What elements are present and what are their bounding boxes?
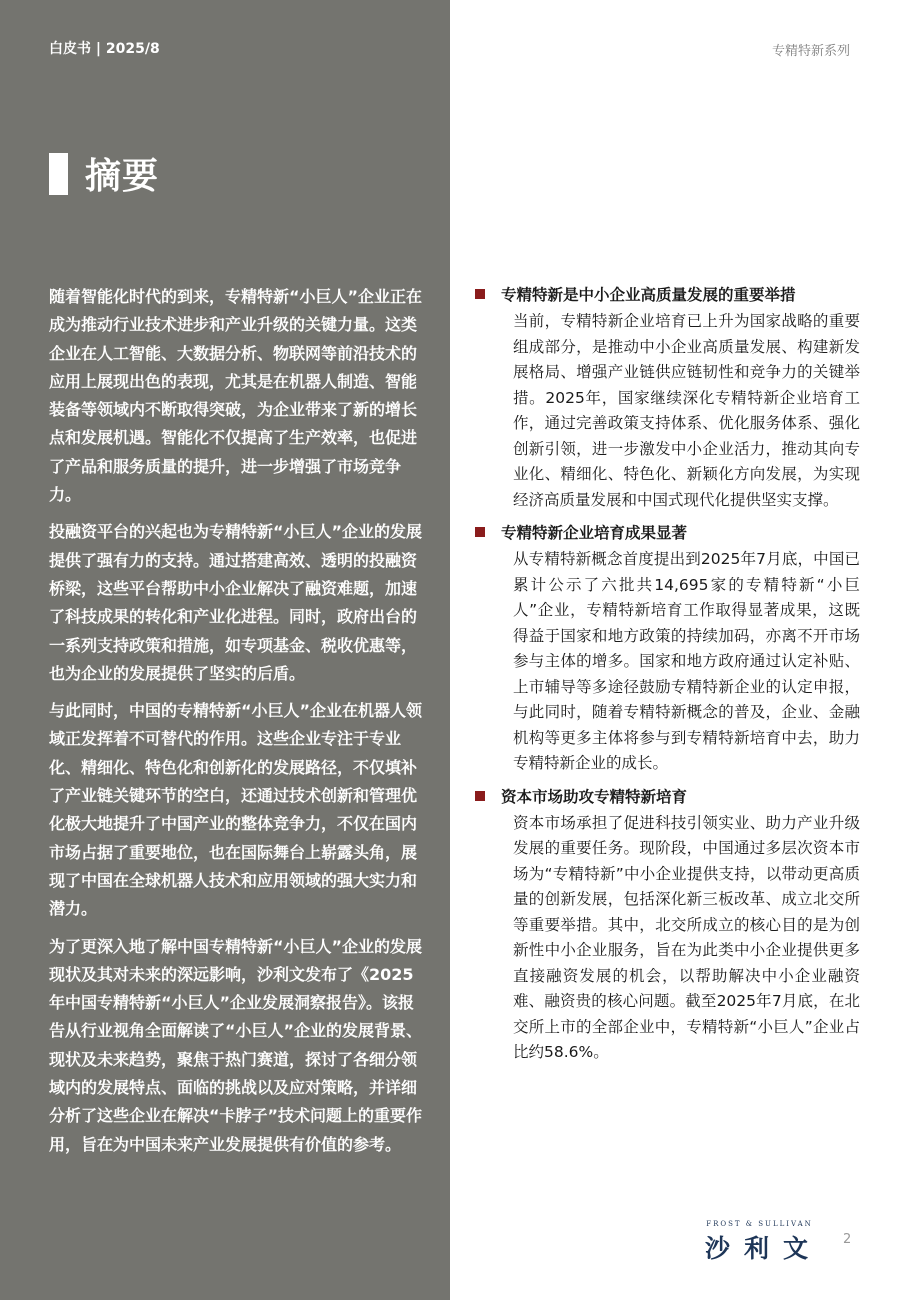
section-heading: 专精特新是中小企业高质量发展的重要举措 <box>501 286 796 304</box>
doc-label: 白皮书 | 2025/8 <box>49 41 160 57</box>
logo-chinese: 沙利文 <box>705 1234 823 1263</box>
logo-english: FROST & SULLIVAN <box>706 1220 813 1228</box>
title-bar-marker <box>49 153 68 195</box>
key-point-section <box>475 783 860 1066</box>
key-point-section <box>475 281 860 513</box>
square-bullet-icon <box>475 527 485 537</box>
section-body: 资本市场承担了促进科技引领实业、助力产业升级发展的重要任务。现阶段，中国通过多层次资本市场为“专精特新”中小企业提供支持，以带动更高质量的创新发展，包括深化新三板改革、成立北交所等重要举措。其中，北交所成立的核心目的是为创新性中小企业服务，旨在为此类中小企业提供更多直接融资发展的机会，以帮助解决中小企业融资难、融资贵的核心问题。截至2025年7月底，在北交所上市的全部企业中，专精特新“小巨人”企业占比约58.6%。 <box>513 813 860 1061</box>
summary-paragraph: 投融资平台的兴起也为专精特新“小巨人”企业的发展提供了强有力的支持。通过搭建高效、透明的投融资桥梁，这些平台帮助中小企业解决了融资难题，加速了科技成果的转化和产业化进程。同时，政府出台的一系列支持政策和措施，如专项基金、税收优惠等，也为企业的发展提供了坚实的后盾。 <box>49 522 423 683</box>
page-number: 2 <box>843 1232 852 1247</box>
page-title: 摘要 <box>85 156 160 197</box>
section-body: 从专精特新概念首度提出到2025年7月底，中国已累计公示了六批共14,695家的专精特新“小巨人”企业，专精特新培育工作取得显著成果，这既得益于国家和地方政策的持续加码，亦离不开市场参与主体的增多。国家和地方政府通过认定补贴、上市辅导等多途径鼓励专精特新企业的认定申报，与此同时，随着专精特新概念的普及，企业、金融机构等更多主体将参与到专精特新培育中去，助力专精特新企业的成长。 <box>513 550 860 772</box>
square-bullet-icon <box>475 791 485 801</box>
square-bullet-icon <box>475 289 485 299</box>
section-heading: 专精特新企业培育成果显著 <box>501 524 688 542</box>
frost-sullivan-logo <box>697 1220 822 1265</box>
summary-paragraph: 为了更深入地了解中国专精特新“小巨人”企业的发展现状及其对未来的深远影响，沙利文发布了《2025年中国专精特新“小巨人”企业发展洞察报告》。该报告从行业视角全面解读了“小巨人”企业的发展背景、现状及未来趋势，聚焦于热门赛道，探讨了各细分领域内的发展特点、面临的挑战以及应对策略，并详细分析了这些企业在解决“卡脖子”技术问题上的重要作用，旨在为中国未来产业发展提供有价值的参考。 <box>49 936 423 1154</box>
summary-paragraph: 与此同时，中国的专精特新“小巨人”企业在机器人领域正发挥着不可替代的作用。这些企业专注于专业化、精细化、特色化和创新化的发展路径，不仅填补了产业链关键环节的空白，还通过技术创新和管理优化极大地提升了中国产业的整体竞争力，不仅在国内市场占据了重要地位，也在国际舞台上崭露头角，展现了中国在全球机器人技术和应用领域的强大实力和潜力。 <box>49 701 423 919</box>
summary-body <box>49 283 427 1168</box>
section-body: 当前，专精特新企业培育已上升为国家战略的重要组成部分，是推动中小企业高质量发展、构建新发展格局、增强产业链供应链韧性和竞争力的关键举措。2025年，国家继续深化专精特新企业培育工作，通过完善政策支持体系、优化服务体系、强化创新引领，进一步激发中小企业活力，推动其向专业化、精细化、特色化、新颖化方向发展，为实现经济高质量发展和中国式现代化提供坚实支撑。 <box>513 312 860 509</box>
section-heading: 资本市场助攻专精特新培育 <box>501 787 688 806</box>
key-point-section <box>475 519 860 777</box>
section-title <box>49 148 159 199</box>
summary-paragraph: 随着智能化时代的到来，专精特新“小巨人”企业正在成为推动行业技术进步和产业升级的关键力量。这类企业在人工智能、大数据分析、物联网等前沿技术的应用上展现出色的表现，尤其是在机器人制造、智能装备等领域内不断取得突破，为企业带来了新的增长点和发展机遇。智能化不仅提高了生产效率，也促进了产品和服务质量的提升，进一步增强了市场竞争力。 <box>49 287 423 505</box>
series-label: 专精特新系列 <box>771 44 850 59</box>
key-points <box>475 281 860 1072</box>
